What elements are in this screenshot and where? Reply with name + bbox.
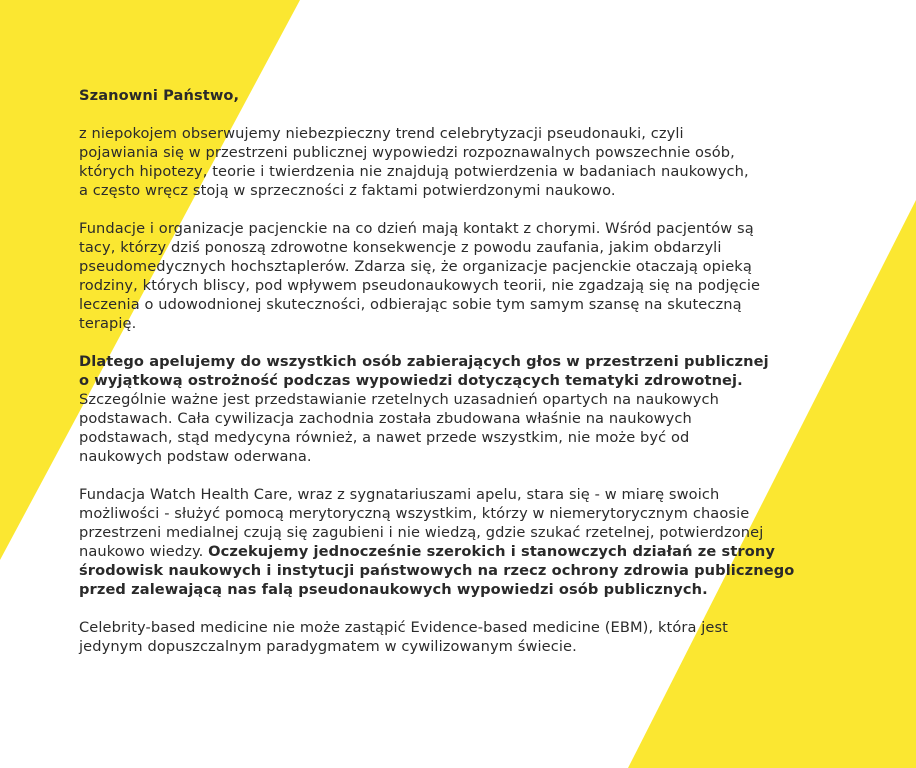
appeal-letter	[79, 86, 849, 656]
paragraph-line: terapię.	[79, 315, 137, 332]
paragraph-text: naukowo wiedzy.	[79, 543, 209, 560]
paragraph-line: Fundacja Watch Health Care, wraz z sygnatariuszami apelu, stara się - w miarę swoich	[79, 486, 720, 503]
paragraph-line-bold: przed zalewającą nas falą pseudonaukowych wypowiedzi osób publicznych.	[79, 581, 708, 598]
greeting: Szanowni Państwo,	[79, 87, 240, 104]
paragraph-line: z niepokojem obserwujemy niebezpieczny trend celebrytyzacji pseudonauki, czyli	[79, 125, 684, 142]
paragraph-line: rodziny, których bliscy, pod wpływem pseudonaukowych teorii, nie zgadzają się na podjęcie	[79, 277, 761, 294]
paragraph-line: pseudomedycznych hochsztaplerów. Zdarza się, że organizacje pacjenckie otaczają opieką	[79, 258, 752, 275]
paragraph-line: a często wręcz stoją w sprzeczności z faktami potwierdzonymi naukowo.	[79, 182, 616, 199]
paragraph-2	[79, 219, 849, 333]
paragraph-line-bold: o wyjątkową ostrożność podczas wypowiedzi dotyczących tematyki zdrowotnej.	[79, 372, 743, 389]
paragraph-line-mixed	[79, 542, 849, 561]
paragraph-line: których hipotezy, teorie i twierdzenia nie znajdują potwierdzenia w badaniach naukowych,	[79, 163, 749, 180]
paragraph-line: Fundacje i organizacje pacjenckie na co dzień mają kontakt z chorymi. Wśród pacjentów są	[79, 220, 754, 237]
paragraph-line: leczenia o udowodnionej skuteczności, odbierając sobie tym samym szansę na skuteczną	[79, 296, 742, 313]
paragraph-line: tacy, którzy dziś ponoszą zdrowotne konsekwencje z powodu zaufania, jakim obdarzyli	[79, 239, 722, 256]
paragraph-line: naukowych podstaw oderwana.	[79, 448, 312, 465]
paragraph-4	[79, 485, 849, 599]
paragraph-5	[79, 618, 849, 656]
paragraph-line: podstawach. Cała cywilizacja zachodnia została zbudowana właśnie na naukowych	[79, 410, 692, 427]
paragraph-line: jedynym dopuszczalnym paradygmatem w cywilizowanym świecie.	[79, 638, 577, 655]
paragraph-text-bold: Oczekujemy jednocześnie szerokich i stanowczych działań ze strony	[208, 543, 775, 560]
paragraph-3	[79, 352, 849, 466]
paragraph-1	[79, 124, 849, 200]
paragraph-line: Celebrity-based medicine nie może zastąpić Evidence-based medicine (EBM), która jest	[79, 619, 728, 636]
paragraph-line-bold: Dlatego apelujemy do wszystkich osób zabierających głos w przestrzeni publicznej	[79, 353, 769, 370]
paragraph-line: pojawiania się w przestrzeni publicznej wypowiedzi rozpoznawalnych powszechnie osób,	[79, 144, 735, 161]
paragraph-line: przestrzeni medialnej czują się zagubieni i nie wiedzą, gdzie szukać rzetelnej, potwierdzonej	[79, 524, 764, 541]
paragraph-line: Szczególnie ważne jest przedstawianie rzetelnych uzasadnień opartych na naukowych	[79, 391, 719, 408]
paragraph-line-bold: środowisk naukowych i instytucji państwowych na rzecz ochrony zdrowia publicznego	[79, 562, 795, 579]
paragraph-line: możliwości - służyć pomocą merytoryczną wszystkim, którzy w niemerytorycznym chaosie	[79, 505, 750, 522]
paragraph-line: podstawach, stąd medycyna również, a nawet przede wszystkim, nie może być od	[79, 429, 690, 446]
